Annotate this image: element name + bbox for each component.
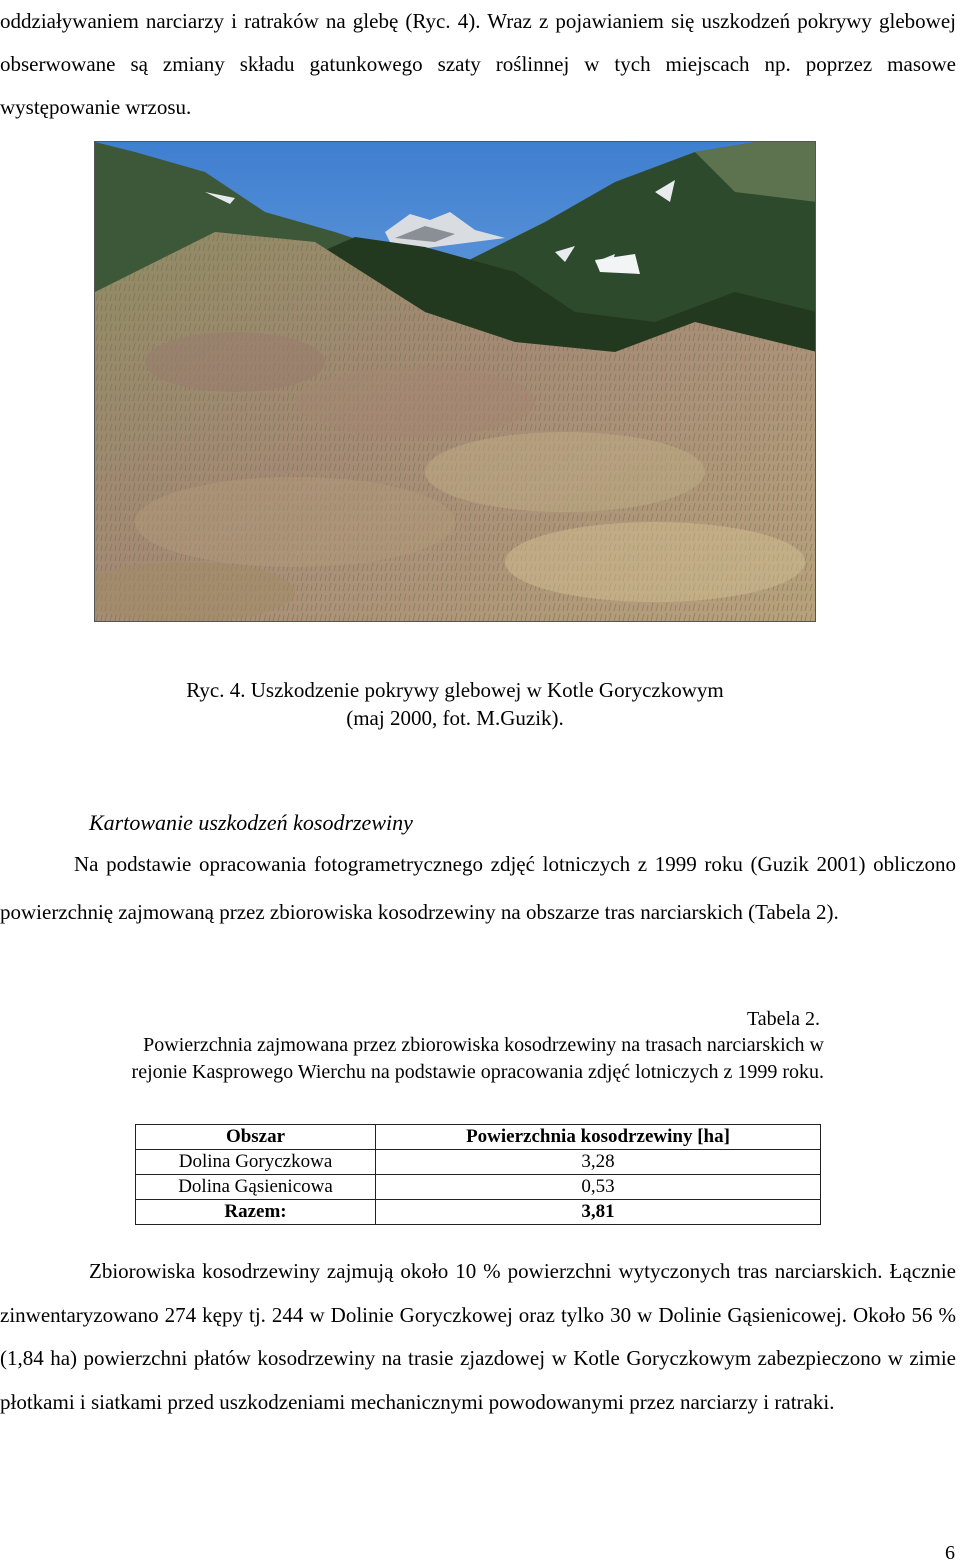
- figure-caption-line1: Ryc. 4. Uszkodzenie pokrywy glebowej w Kotle Goryczkowym: [186, 678, 724, 702]
- table-header-cell: Obszar: [136, 1125, 376, 1150]
- table-header-row: [136, 1125, 821, 1150]
- paragraph-bottom: Zbiorowiska kosodrzewiny zajmują około 10 % powierzchni wytyczonych tras narciarskich. Łącznie zinwentaryzowano 274 kępy tj. 244 w Dolinie Goryczkowej oraz tylko 30 w Dolinie Gąsienicowej. Około 56 % (1,84 ha) powierzchni płatów kosodrzewiny na trasie zjazdowej w Kotle Goryczkowym zabezpieczono w zimie płotkami i siatkami przed uszkodzeniami mechanicznymi powodowanymi przez narciarzy i ratraki.: [0, 1259, 956, 1414]
- table-caption: Powierzchnia zajmowana przez zbiorowiska kosodrzewiny na trasach narciarskich w rejonie Kasprowego Wierchu na podstawie opracowania zdjęć lotniczych z 1999 roku.: [131, 1034, 824, 1083]
- paragraph-middle: Na podstawie opracowania fotogrametrycznego zdjęć lotniczych z 1999 roku (Guzik 2001) obliczono powierzchnię zajmowaną przez zbiorowiska kosodrzewiny na obszarze tras narciarskich (Tabela 2).: [0, 852, 956, 924]
- figure-caption-line2: (maj 2000, fot. M.Guzik).: [346, 706, 564, 730]
- data-table: [135, 1124, 821, 1225]
- table-row: [136, 1175, 821, 1200]
- table-row: [136, 1150, 821, 1175]
- mountain-slope-photo: [95, 142, 816, 622]
- table-cell: 3,81: [376, 1200, 821, 1225]
- table-cell: Dolina Gąsienicowa: [136, 1175, 376, 1200]
- paragraph-top: oddziaływaniem narciarzy i ratraków na glebę (Ryc. 4). Wraz z pojawianiem się uszkodzeń pokrywy glebowej obserwowane są zmiany składu gatunkowego szaty roślinnej w tych miejscach np. poprzez masowe występowanie wrzosu.: [0, 9, 956, 119]
- figure-photo: [94, 141, 816, 622]
- table-cell: Razem:: [136, 1200, 376, 1225]
- table-label: Tabela 2.: [746, 1008, 820, 1030]
- page-number: 6: [945, 1542, 955, 1564]
- table-cell: 3,28: [376, 1150, 821, 1175]
- table-header-cell: Powierzchnia kosodrzewiny [ha]: [376, 1125, 821, 1150]
- table-cell: Dolina Goryczkowa: [136, 1150, 376, 1175]
- table-cell: 0,53: [376, 1175, 821, 1200]
- table-total-row: [136, 1200, 821, 1225]
- section-heading: Kartowanie uszkodzeń kosodrzewiny: [89, 810, 413, 835]
